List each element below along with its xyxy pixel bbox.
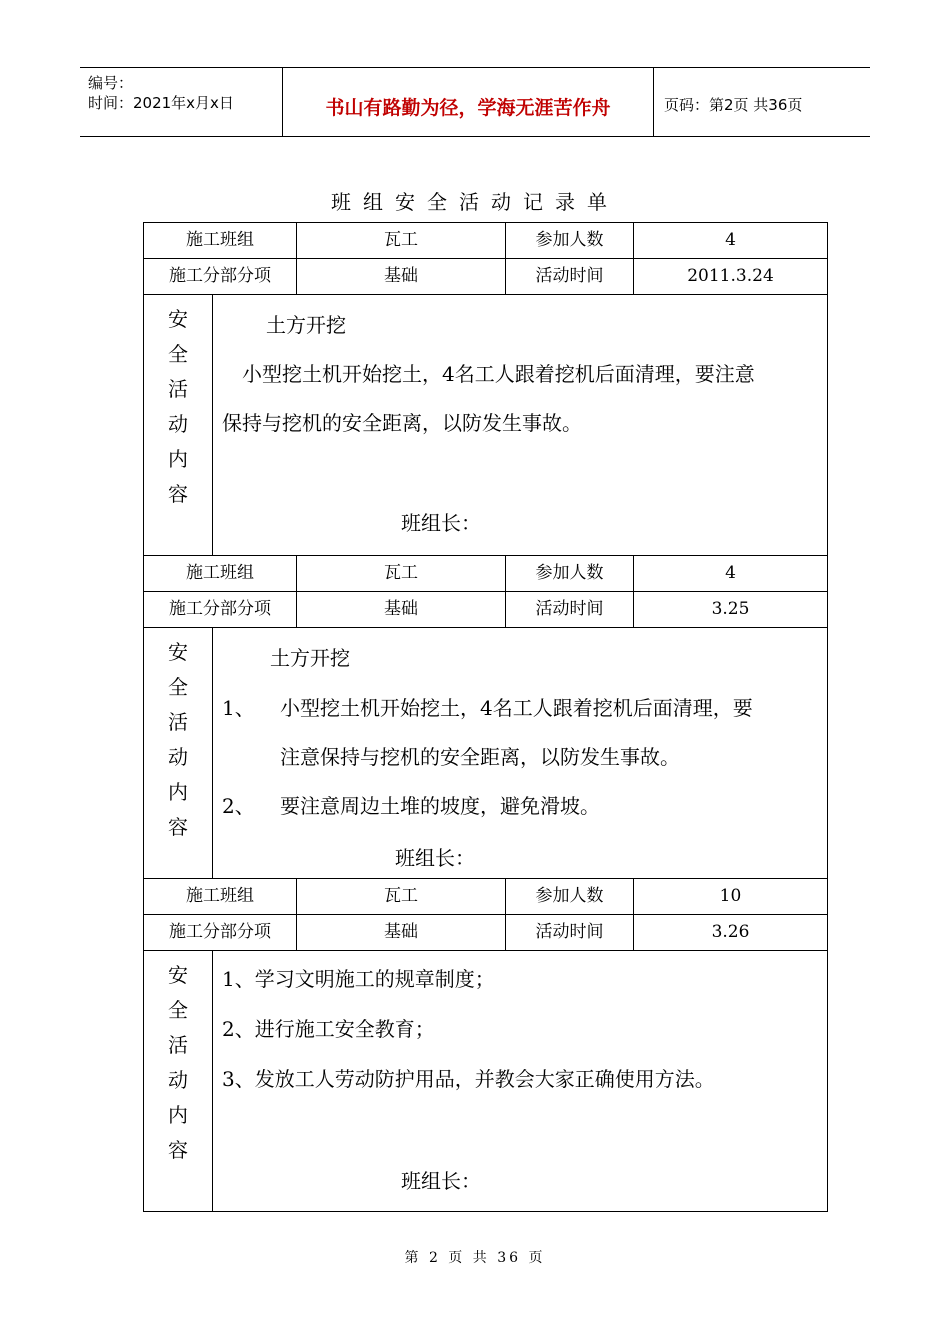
content-vertical-label <box>144 628 213 878</box>
content-line: 3、发放工人劳动防护用品，并教会大家正确使用方法。 <box>222 1067 715 1091</box>
label-char: 活 <box>168 1033 188 1057</box>
label-char: 内 <box>168 447 188 471</box>
team-value: 瓦工 <box>296 223 505 258</box>
team-label: 施工班组 <box>186 230 254 250</box>
record-row-team <box>143 555 828 592</box>
document-title: 班组安全活动记录单 <box>331 190 619 214</box>
leader-signature: 班组长： <box>395 846 475 870</box>
label-char: 容 <box>168 815 188 839</box>
leader-signature: 班组长： <box>401 511 481 535</box>
content-cell <box>143 950 828 1212</box>
content-line: 要注意周边土堆的坡度，避免滑坡。 <box>280 794 600 818</box>
content-line: 2、进行施工安全教育； <box>222 1017 435 1041</box>
label-char: 活 <box>168 710 188 734</box>
content-line: 土方开挖 <box>266 313 346 337</box>
section-label: 施工分部分项 <box>169 266 271 286</box>
time-label: 活动时间 <box>505 259 633 294</box>
label-char: 全 <box>168 675 188 699</box>
label-char: 内 <box>168 780 188 804</box>
date-label: 时间：2021年x月x日 <box>88 94 234 112</box>
team-label: 施工班组 <box>186 563 254 583</box>
label-char: 安 <box>168 640 188 664</box>
record-row-team <box>143 222 828 259</box>
header-center-cell <box>283 68 654 136</box>
header-left-cell <box>80 68 283 136</box>
serial-label: 编号： <box>88 74 134 92</box>
label-char: 容 <box>168 1138 188 1162</box>
content-item-number: 2、 <box>222 794 255 818</box>
content-vertical-label <box>144 295 213 555</box>
participants-value: 4 <box>633 556 827 591</box>
content-item-number: 1、 <box>222 696 255 720</box>
section-label: 施工分部分项 <box>169 922 271 942</box>
content-cell <box>143 627 828 879</box>
content-line: 注意保持与挖机的安全距离，以防发生事故。 <box>280 745 680 769</box>
record-row-team <box>143 878 828 915</box>
motto: 书山有路勤为径，学海无涯苦作舟 <box>325 97 611 119</box>
time-value: 2011.3.24 <box>633 259 827 294</box>
label-char: 内 <box>168 1103 188 1127</box>
label-char: 活 <box>168 377 188 401</box>
section-value: 基础 <box>296 915 505 950</box>
content-cell <box>143 294 828 556</box>
content-line: 1、学习文明施工的规章制度； <box>222 967 495 991</box>
participants-value: 10 <box>633 879 827 914</box>
section-value: 基础 <box>296 259 505 294</box>
content-line: 保持与挖机的安全距离，以防发生事故。 <box>222 411 582 435</box>
label-char: 动 <box>168 1068 188 1092</box>
participants-label: 参加人数 <box>505 556 633 591</box>
page-header <box>80 67 870 137</box>
label-char: 安 <box>168 963 188 987</box>
record-row-section <box>143 914 828 951</box>
record-row-section <box>143 591 828 628</box>
team-value: 瓦工 <box>296 556 505 591</box>
participants-value: 4 <box>633 223 827 258</box>
page-footer: 第 2 页 共 36 页 <box>404 1250 546 1266</box>
label-char: 容 <box>168 482 188 506</box>
time-value: 3.26 <box>633 915 827 950</box>
page-info: 页码：第2页 共36页 <box>664 96 803 114</box>
record-row-section <box>143 258 828 295</box>
label-char: 全 <box>168 998 188 1022</box>
participants-label: 参加人数 <box>505 223 633 258</box>
label-char: 全 <box>168 342 188 366</box>
section-value: 基础 <box>296 592 505 627</box>
content-line: 土方开挖 <box>270 646 350 670</box>
content-line: 小型挖土机开始挖土，4名工人跟着挖机后面清理，要注意 <box>242 362 755 386</box>
content-vertical-label <box>144 951 213 1211</box>
participants-label: 参加人数 <box>505 879 633 914</box>
label-char: 安 <box>168 307 188 331</box>
label-char: 动 <box>168 745 188 769</box>
label-char: 动 <box>168 412 188 436</box>
time-value: 3.25 <box>633 592 827 627</box>
leader-signature: 班组长： <box>401 1169 481 1193</box>
team-label: 施工班组 <box>186 886 254 906</box>
time-label: 活动时间 <box>505 592 633 627</box>
team-value: 瓦工 <box>296 879 505 914</box>
time-label: 活动时间 <box>505 915 633 950</box>
section-label: 施工分部分项 <box>169 599 271 619</box>
header-right-cell <box>654 68 870 136</box>
content-line: 小型挖土机开始挖土，4名工人跟着挖机后面清理，要 <box>280 696 753 720</box>
